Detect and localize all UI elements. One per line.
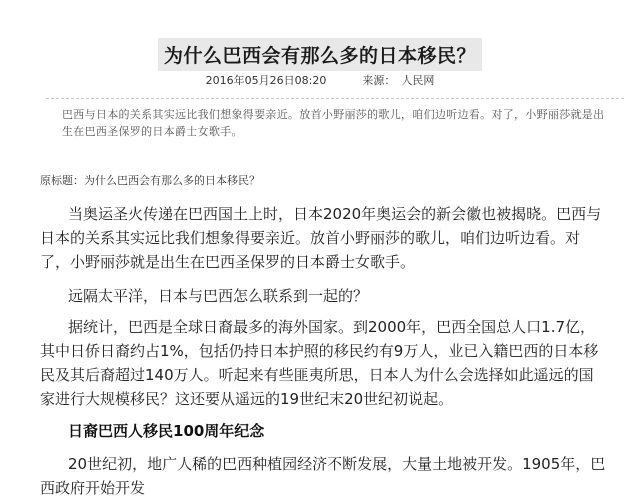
publish-datetime: 2016年05月26日08:20: [205, 74, 327, 87]
paragraph: 据统计，巴西是全球日裔最多的海外国家。到2000年，巴西全国总人口1.7亿，其中日侨日裔约占1%，包括仍持日本护照的移民约有9万人，业已入籍巴西的日本移民及其后裔超过140万人。听起来有些匪夷所思，日本人为什么会选择如此遥远的国家进行大规模移民？这还要从遥远的19世纪末20世纪初说起。: [40, 318, 599, 408]
meta-divider: [46, 98, 624, 99]
article-summary: 巴西与日本的关系其实远比我们想象得要亲近。放首小野丽莎的歌儿，咱们边听边看。对了，小野丽莎就是出生在巴西圣保罗的日本爵士女歌手。: [62, 108, 605, 138]
paragraph: 20世纪初，地广人稀的巴西种植园经济不断发展，大量土地被开发。1905年，巴西政府开始开发: [40, 455, 606, 497]
article-meta: [0, 72, 640, 88]
source-label: 来源：: [362, 74, 396, 87]
paragraph: 远隔太平洋，日本与巴西怎么联系到一起的？: [68, 287, 369, 305]
original-title: 原标题：为什么巴西会有那么多的日本移民？: [40, 174, 260, 187]
source-name: 人民网: [401, 74, 435, 87]
title-bar: [0, 38, 640, 71]
article-title: 为什么巴西会有那么多的日本移民？: [158, 38, 482, 71]
paragraph: 当奥运圣火传递在巴西国土上时，日本2020年奥运会的新会徽也被揭晓。巴西与日本的关系其实远比我们想象得要亲近。放首小野丽莎的歌儿，咱们边听边看。对了，小野丽莎就是出生在巴西圣保罗的日本爵士女歌手。: [40, 205, 602, 271]
section-subheading: 日裔巴西人移民100周年纪念: [68, 422, 265, 440]
